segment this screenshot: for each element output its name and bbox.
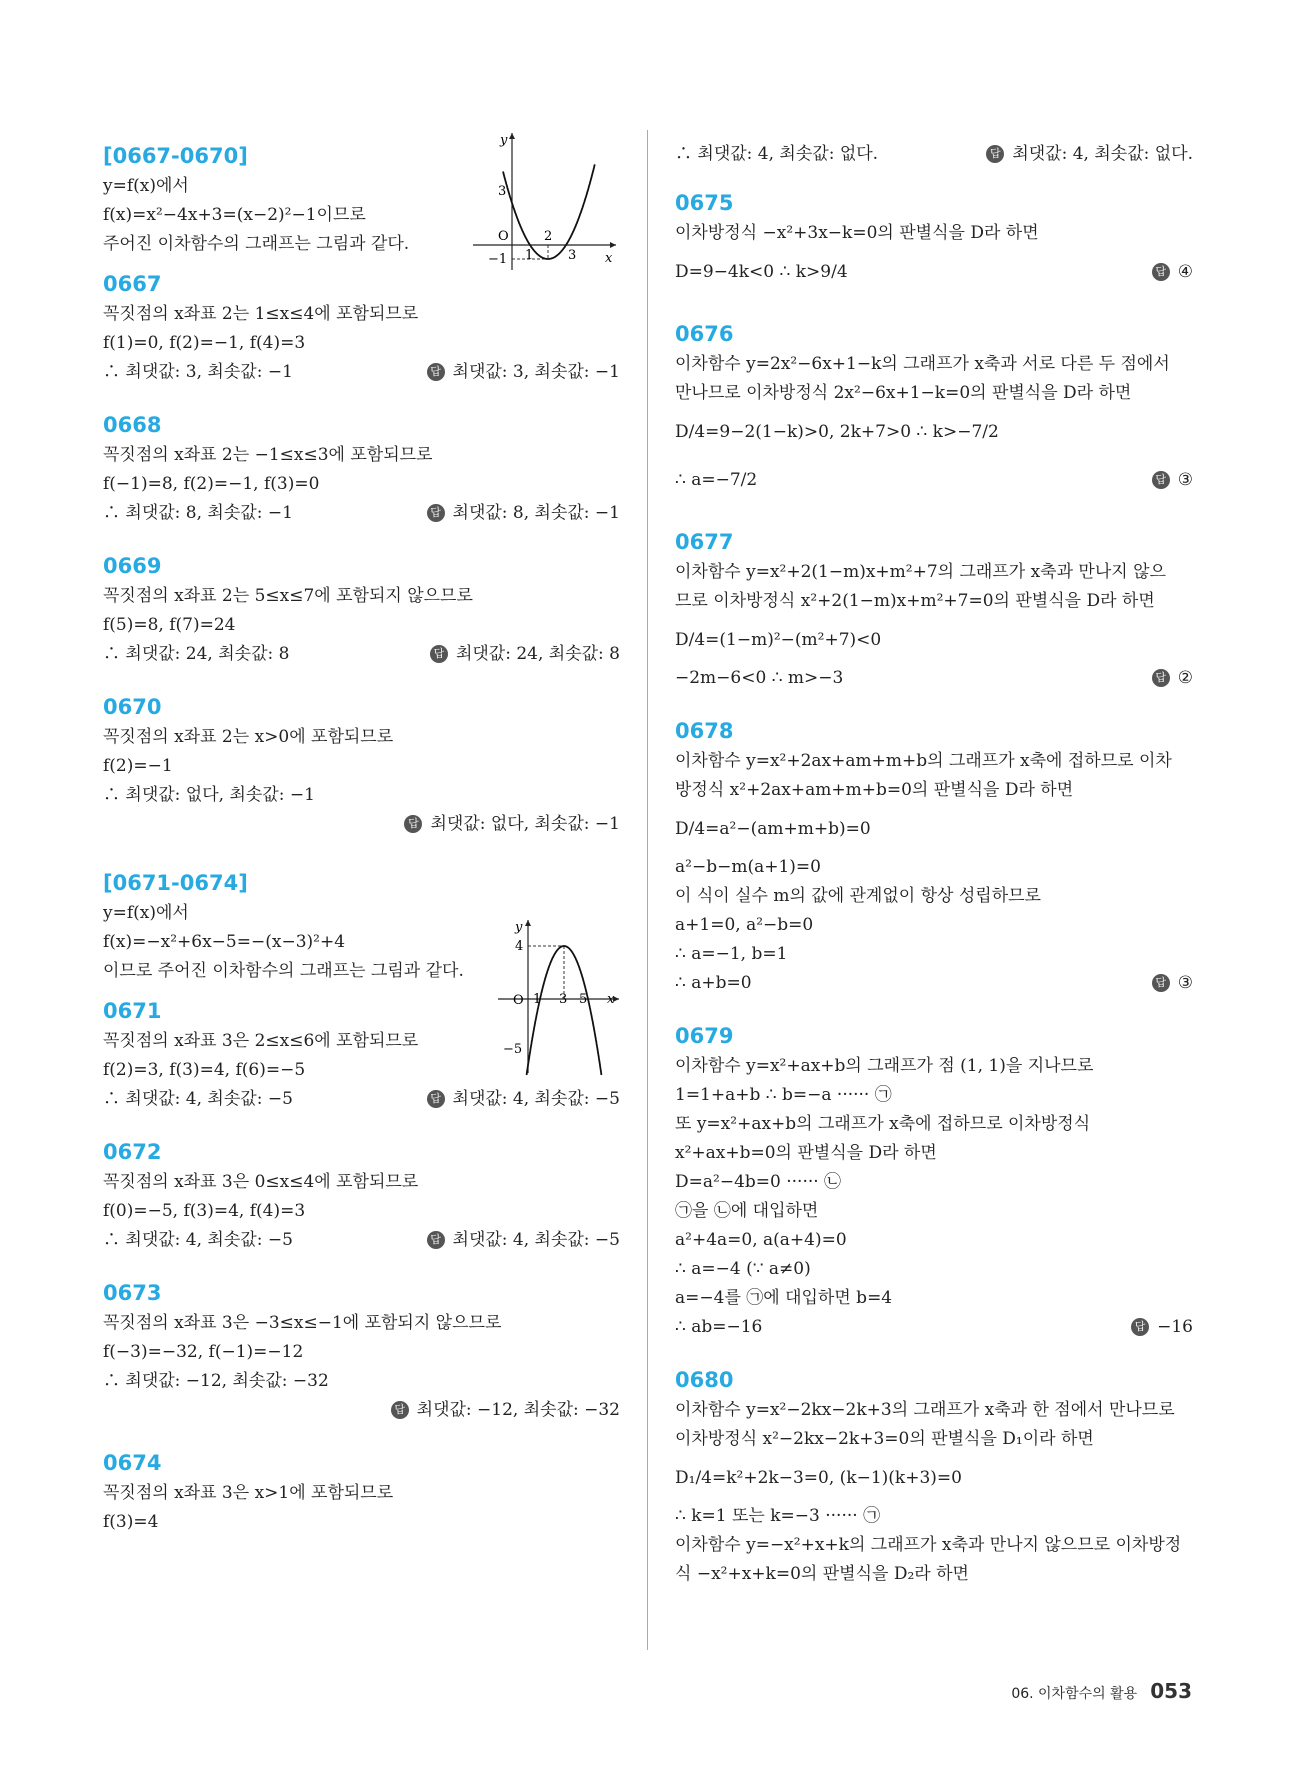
line-text: 방정식 x²+2ax+am+m+b=0의 판별식을 D라 하면 bbox=[675, 780, 1074, 800]
solution-line bbox=[103, 1226, 620, 1255]
solution-line bbox=[103, 441, 620, 470]
line-text: 꼭짓점의 x좌표 2는 −1≤x≤3에 포함되므로 bbox=[103, 445, 433, 465]
solution-line bbox=[675, 805, 1193, 853]
solution-line bbox=[103, 329, 620, 358]
answer bbox=[1131, 1313, 1193, 1342]
solution-block bbox=[103, 550, 620, 669]
solution-line bbox=[675, 911, 1193, 940]
answer-badge: 답 bbox=[1152, 471, 1170, 489]
solution-line bbox=[675, 1531, 1193, 1560]
line-text: a=−4를 ㉠에 대입하면 b=4 bbox=[675, 1288, 893, 1308]
solution-line bbox=[675, 587, 1193, 616]
solution-block bbox=[675, 318, 1193, 504]
y-axis-label: y bbox=[500, 133, 508, 148]
line-text: ㉠을 ㉡에 대입하면 bbox=[675, 1201, 819, 1221]
problem-number: 0670 bbox=[103, 695, 162, 719]
line-text: 꼭짓점의 x좌표 2는 1≤x≤4에 포함되므로 bbox=[103, 304, 419, 324]
solution-line bbox=[675, 664, 1193, 693]
answer bbox=[1152, 248, 1193, 296]
line-text: ∴ a+b=0 bbox=[675, 973, 752, 993]
line-text: ∴ a=−7/2 bbox=[675, 470, 758, 490]
solution-line bbox=[103, 1168, 620, 1197]
line-text: 이차함수 y=x²−2kx−2k+3의 그래프가 x축과 한 점에서 만나므로 bbox=[675, 1400, 1175, 1420]
answer-badge: 답 bbox=[427, 1231, 445, 1249]
solution-block bbox=[675, 1364, 1193, 1589]
solution-line bbox=[103, 1085, 620, 1114]
problem-number: 0667 bbox=[103, 272, 162, 296]
problem-number: 0678 bbox=[675, 719, 734, 743]
solution-line bbox=[675, 969, 1193, 998]
answer-text: 최댓값: 8, 최솟값: −1 bbox=[452, 503, 620, 523]
x-axis-label: x bbox=[605, 251, 613, 266]
graph-parabola-up bbox=[470, 128, 620, 273]
line-text: ∴ ab=−16 bbox=[675, 1317, 763, 1337]
answer bbox=[391, 1396, 620, 1425]
line-text: ∴ 최댓값: 8, 최솟값: −1 bbox=[103, 503, 293, 523]
tick-x-1: 1 bbox=[533, 992, 542, 1007]
solution-block bbox=[675, 526, 1193, 693]
line-text: f(−1)=8, f(2)=−1, f(3)=0 bbox=[103, 474, 320, 494]
solution-line bbox=[675, 1139, 1193, 1168]
line-text: y=f(x)에서 bbox=[103, 176, 189, 196]
solution-line bbox=[103, 723, 620, 752]
origin-label: O bbox=[513, 993, 524, 1008]
solution-line bbox=[675, 1396, 1193, 1425]
page-footer bbox=[1011, 1679, 1192, 1703]
line-text: f(−3)=−32, f(−1)=−12 bbox=[103, 1342, 304, 1362]
solution-line bbox=[675, 1454, 1193, 1502]
problem-number: 0679 bbox=[675, 1024, 734, 1048]
answer bbox=[427, 1085, 620, 1114]
solution-line bbox=[675, 1255, 1193, 1284]
solution-block bbox=[675, 1020, 1193, 1342]
line-text: ∴ a=−1, b=1 bbox=[675, 944, 788, 964]
line-text: ∴ 최댓값: 3, 최솟값: −1 bbox=[103, 362, 293, 382]
answer-text: −16 bbox=[1157, 1317, 1193, 1337]
line-text: 꼭짓점의 x좌표 2는 x>0에 포함되므로 bbox=[103, 727, 394, 747]
line-text: f(0)=−5, f(3)=4, f(4)=3 bbox=[103, 1201, 306, 1221]
line-text: D/4=9−2(1−k)>0, 2k+7>0 ∴ k>−7/2 bbox=[675, 422, 999, 442]
solution-line bbox=[675, 940, 1193, 969]
answer-text: 최댓값: 4, 최솟값: 없다. bbox=[1012, 144, 1193, 164]
line-text: 이차함수 y=x²+2(1−m)x+m²+7의 그래프가 x축과 만나지 않으 bbox=[675, 562, 1166, 582]
solution-line bbox=[675, 350, 1193, 379]
solution-block bbox=[103, 409, 620, 528]
solution-line bbox=[103, 1309, 620, 1338]
problem-number: 0680 bbox=[675, 1368, 734, 1392]
solution-line bbox=[103, 1479, 620, 1508]
line-text: f(1)=0, f(2)=−1, f(4)=3 bbox=[103, 333, 306, 353]
solution-line bbox=[103, 640, 620, 669]
answer bbox=[427, 358, 620, 387]
solution-block bbox=[103, 1447, 620, 1537]
line-text: ∴ 최댓값: 24, 최솟값: 8 bbox=[103, 644, 290, 664]
problem-number: 0673 bbox=[103, 1281, 162, 1305]
line-text: D=a²−4b=0 ······ ㉡ bbox=[675, 1172, 842, 1192]
tick-y-3: 3 bbox=[498, 184, 507, 199]
solution-line bbox=[675, 1226, 1193, 1255]
line-text: ∴ 최댓값: 4, 최솟값: −5 bbox=[103, 1230, 293, 1250]
solution-line bbox=[103, 499, 620, 528]
line-text: 1=1+a+b ∴ b=−a ······ ㉠ bbox=[675, 1085, 892, 1105]
line-text: 이차방정식 −x²+3x−k=0의 판별식을 D라 하면 bbox=[675, 223, 1039, 243]
answer-badge: 답 bbox=[1131, 1318, 1149, 1336]
line-text: 식 −x²+x+k=0의 판별식을 D₂라 하면 bbox=[675, 1564, 969, 1584]
line-text: 이차함수 y=x²+2ax+am+m+b의 그래프가 x축에 접하므로 이차 bbox=[675, 751, 1172, 771]
line-text: a²−b−m(a+1)=0 bbox=[675, 857, 821, 877]
answer bbox=[427, 1226, 620, 1255]
line-text: ∴ a=−4 (∵ a≠0) bbox=[675, 1259, 811, 1279]
solution-line bbox=[675, 853, 1193, 882]
answer-badge: 답 bbox=[427, 1090, 445, 1108]
solution-line bbox=[675, 1081, 1193, 1110]
problem-number: 0669 bbox=[103, 554, 162, 578]
solution-line bbox=[103, 470, 620, 499]
line-text: 꼭짓점의 x좌표 3은 x>1에 포함되므로 bbox=[103, 1483, 394, 1503]
solution-line bbox=[675, 140, 1193, 169]
chapter-title: 06. 이차함수의 활용 bbox=[1011, 1686, 1138, 1702]
line-text: 이차함수 y=x²+ax+b의 그래프가 점 (1, 1)을 지나므로 bbox=[675, 1056, 1094, 1076]
answer-text: 최댓값: 3, 최솟값: −1 bbox=[452, 362, 620, 382]
line-text: 이므로 주어진 이차함수의 그래프는 그림과 같다. bbox=[103, 961, 464, 981]
solution-block bbox=[103, 1277, 620, 1425]
answer-text: ③ bbox=[1177, 470, 1193, 490]
right-column bbox=[675, 118, 1193, 1589]
solution-line bbox=[675, 219, 1193, 248]
tick-y-neg5: −5 bbox=[503, 1042, 523, 1057]
solution-line bbox=[675, 1284, 1193, 1313]
solution-line bbox=[103, 358, 620, 387]
answer-badge: 답 bbox=[986, 145, 1004, 163]
line-text: ∴ k=1 또는 k=−3 ······ ㉠ bbox=[675, 1506, 881, 1526]
problem-number: 0675 bbox=[675, 191, 734, 215]
line-text: a²+4a=0, a(a+4)=0 bbox=[675, 1230, 847, 1250]
solution-line bbox=[103, 300, 620, 329]
solution-line bbox=[675, 616, 1193, 664]
answer-text: 최댓값: −12, 최솟값: −32 bbox=[416, 1400, 620, 1420]
answer-badge: 답 bbox=[430, 645, 448, 663]
line-text: ∴ 최댓값: 4, 최솟값: 없다. bbox=[675, 144, 879, 164]
line-text: 또 y=x²+ax+b의 그래프가 x축에 접하므로 이차방정식 bbox=[675, 1114, 1091, 1134]
line-text: 꼭짓점의 x좌표 3은 2≤x≤6에 포함되므로 bbox=[103, 1031, 419, 1051]
answer bbox=[427, 499, 620, 528]
solution-block bbox=[103, 268, 620, 387]
tick-x-3: 3 bbox=[568, 248, 577, 263]
line-text: −2m−6<0 ∴ m>−3 bbox=[675, 668, 844, 688]
solution-line bbox=[675, 1110, 1193, 1139]
problem-number: [0667-0670] bbox=[103, 144, 248, 168]
left-column bbox=[103, 118, 620, 1537]
solution-line bbox=[675, 558, 1193, 587]
solution-line bbox=[675, 1560, 1193, 1589]
line-text: 꼭짓점의 x좌표 3은 0≤x≤4에 포함되므로 bbox=[103, 1172, 419, 1192]
problem-number: 0674 bbox=[103, 1451, 162, 1475]
problem-number: 0677 bbox=[675, 530, 734, 554]
solution-line bbox=[675, 379, 1193, 408]
solution-line bbox=[675, 408, 1193, 456]
answer-text: 최댓값: 4, 최솟값: −5 bbox=[452, 1089, 620, 1109]
x-axis-label: x bbox=[607, 992, 615, 1007]
solution-block bbox=[675, 715, 1193, 998]
line-text: f(2)=−1 bbox=[103, 756, 173, 776]
solution-block bbox=[103, 691, 620, 839]
tick-x-5: 5 bbox=[579, 992, 588, 1007]
answer-badge: 답 bbox=[1152, 669, 1170, 687]
tick-y-neg1: −1 bbox=[488, 252, 508, 267]
solution-line bbox=[103, 1508, 620, 1537]
answer bbox=[1152, 456, 1193, 504]
answer bbox=[986, 140, 1193, 169]
answer-text: 최댓값: 없다, 최솟값: −1 bbox=[430, 814, 620, 834]
graph-parabola-down bbox=[495, 915, 625, 1075]
answer bbox=[430, 640, 620, 669]
line-text: ∴ 최댓값: 없다, 최솟값: −1 bbox=[103, 785, 315, 805]
solution-line bbox=[675, 776, 1193, 805]
line-text: ∴ 최댓값: −12, 최솟값: −32 bbox=[103, 1371, 329, 1391]
tick-x-1: 1 bbox=[525, 248, 534, 263]
line-text: f(x)=−x²+6x−5=−(x−3)²+4 bbox=[103, 932, 346, 952]
answer bbox=[1152, 969, 1193, 998]
solution-line bbox=[103, 1338, 620, 1367]
solution-block bbox=[675, 187, 1193, 296]
line-text: 꼭짓점의 x좌표 3은 −3≤x≤−1에 포함되지 않으므로 bbox=[103, 1313, 502, 1333]
page-number: 053 bbox=[1150, 1679, 1192, 1703]
solution-block bbox=[675, 140, 1193, 169]
line-text: y=f(x)에서 bbox=[103, 903, 189, 923]
answer-badge: 답 bbox=[1152, 263, 1170, 281]
solution-line bbox=[103, 810, 620, 839]
line-text: f(x)=x²−4x+3=(x−2)²−1이므로 bbox=[103, 205, 366, 225]
line-text: ∴ 최댓값: 4, 최솟값: −5 bbox=[103, 1089, 293, 1109]
solution-line bbox=[103, 1396, 620, 1425]
line-text: 만나므로 이차방정식 2x²−6x+1−k=0의 판별식을 D라 하면 bbox=[675, 383, 1132, 403]
solution-line bbox=[103, 1197, 620, 1226]
solution-line bbox=[675, 248, 1193, 296]
answer-badge: 답 bbox=[404, 815, 422, 833]
answer-text: ② bbox=[1177, 668, 1193, 688]
solution-line bbox=[675, 747, 1193, 776]
column-divider bbox=[647, 130, 648, 1650]
line-text: 이차함수 y=2x²−6x+1−k의 그래프가 x축과 서로 다른 두 점에서 bbox=[675, 354, 1170, 374]
solution-line bbox=[675, 1197, 1193, 1226]
answer-badge: 답 bbox=[391, 1401, 409, 1419]
problem-number: 0668 bbox=[103, 413, 162, 437]
line-text: 꼭짓점의 x좌표 2는 5≤x≤7에 포함되지 않으므로 bbox=[103, 586, 473, 606]
line-text: D/4=(1−m)²−(m²+7)<0 bbox=[675, 630, 882, 650]
solution-line bbox=[103, 611, 620, 640]
solution-line bbox=[675, 1425, 1193, 1454]
tick-x-3: 3 bbox=[559, 992, 568, 1007]
solution-line bbox=[103, 582, 620, 611]
answer-badge: 답 bbox=[427, 504, 445, 522]
line-text: 므로 이차방정식 x²+2(1−m)x+m²+7=0의 판별식을 D라 하면 bbox=[675, 591, 1155, 611]
line-text: 주어진 이차함수의 그래프는 그림과 같다. bbox=[103, 234, 410, 254]
problem-number: [0671-0674] bbox=[103, 871, 248, 895]
answer bbox=[404, 810, 620, 839]
solution-line bbox=[675, 1052, 1193, 1081]
answer bbox=[1152, 664, 1193, 693]
answer-badge: 답 bbox=[1152, 974, 1170, 992]
line-text: f(3)=4 bbox=[103, 1512, 159, 1532]
line-text: f(5)=8, f(7)=24 bbox=[103, 615, 236, 635]
tick-y-4: 4 bbox=[515, 939, 524, 954]
line-text: x²+ax+b=0의 판별식을 D라 하면 bbox=[675, 1143, 937, 1163]
solution-line bbox=[675, 456, 1193, 504]
problem-number: 0672 bbox=[103, 1140, 162, 1164]
problem-number: 0671 bbox=[103, 999, 162, 1023]
origin-label: O bbox=[498, 229, 509, 244]
solution-line bbox=[675, 1168, 1193, 1197]
y-axis-label: y bbox=[515, 920, 523, 935]
line-text: 이차방정식 x²−2kx−2k+3=0의 판별식을 D₁이라 하면 bbox=[675, 1429, 1094, 1449]
answer-text: 최댓값: 4, 최솟값: −5 bbox=[452, 1230, 620, 1250]
solution-block bbox=[103, 1136, 620, 1255]
solution-line bbox=[675, 1313, 1193, 1342]
solution-line bbox=[103, 1367, 620, 1396]
line-text: f(2)=3, f(3)=4, f(6)=−5 bbox=[103, 1060, 306, 1080]
answer-badge: 답 bbox=[427, 363, 445, 381]
line-text: D=9−4k<0 ∴ k>9/4 bbox=[675, 262, 848, 282]
solution-line bbox=[675, 882, 1193, 911]
answer-text: ③ bbox=[1177, 973, 1193, 993]
solution-line bbox=[103, 752, 620, 781]
solution-line bbox=[675, 1502, 1193, 1531]
line-text: D₁/4=k²+2k−3=0, (k−1)(k+3)=0 bbox=[675, 1468, 962, 1488]
solution-line bbox=[103, 781, 620, 810]
answer-text: ④ bbox=[1177, 262, 1193, 282]
line-text: D/4=a²−(am+m+b)=0 bbox=[675, 819, 871, 839]
line-text: 이차함수 y=−x²+x+k의 그래프가 x축과 만나지 않으므로 이차방정 bbox=[675, 1535, 1182, 1555]
tick-x-2: 2 bbox=[544, 229, 553, 244]
problem-number: 0676 bbox=[675, 322, 734, 346]
line-text: 이 식이 실수 m의 값에 관계없이 항상 성립하므로 bbox=[675, 886, 1041, 906]
line-text: a+1=0, a²−b=0 bbox=[675, 915, 814, 935]
answer-text: 최댓값: 24, 최솟값: 8 bbox=[455, 644, 620, 664]
